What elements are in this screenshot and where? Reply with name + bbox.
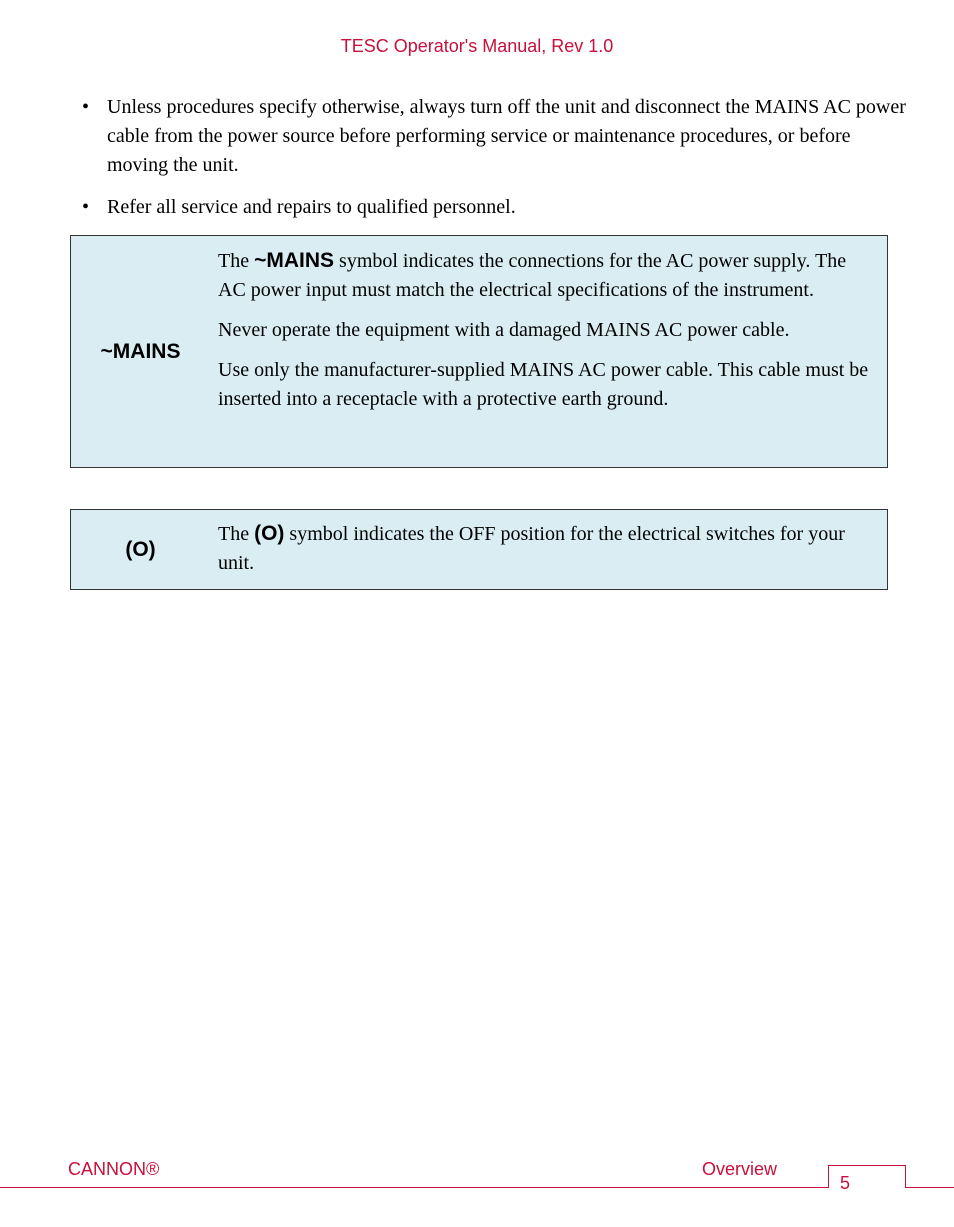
mains-symbol-label: ~MAINS — [100, 339, 181, 363]
bullet-text: Unless procedures specify otherwise, always turn off the unit and disconnect the MAINS AC power cable from the power source before performing service or maintenance procedures, or before moving the unit. — [107, 96, 906, 176]
bullet-item — [82, 193, 912, 222]
footer-divider — [0, 1187, 954, 1188]
page-number: 5 — [840, 1173, 851, 1193]
inline-symbol: (O) — [254, 522, 285, 545]
inline-symbol: ~MAINS — [254, 249, 335, 272]
text-prefix: The — [218, 523, 255, 545]
bullet-icon: • — [82, 96, 90, 118]
mains-description-para-1 — [218, 246, 877, 305]
mains-symbol-table — [70, 235, 888, 468]
footer-section: Overview — [702, 1159, 778, 1179]
bullet-item — [82, 93, 912, 180]
safety-bullet-list — [82, 93, 912, 235]
page-header-title: TESC Operator's Manual, Rev 1.0 — [340, 36, 614, 56]
mains-description — [210, 236, 887, 467]
footer-brand: CANNON® — [68, 1159, 160, 1179]
off-description-para-1 — [218, 519, 877, 578]
off-description — [210, 510, 887, 589]
bullet-text: Refer all service and repairs to qualified personnel. — [107, 196, 516, 218]
off-symbol-table — [70, 509, 888, 590]
mains-description-para-2: Never operate the equipment with a damaged MAINS AC power cable. — [218, 319, 790, 341]
off-symbol-label: (O) — [125, 537, 156, 561]
text-suffix: symbol indicates the connections for the AC power supply. The AC power input must match the electrical specifications of the instrument. — [218, 250, 847, 301]
text-prefix: The — [218, 250, 255, 272]
mains-description-para-3: Use only the manufacturer-supplied MAINS AC power cable. This cable must be inserted into a receptacle with a protective earth ground. — [218, 359, 869, 410]
text-suffix: symbol indicates the OFF position for the electrical switches for your unit. — [218, 523, 845, 574]
bullet-icon: • — [82, 196, 90, 218]
